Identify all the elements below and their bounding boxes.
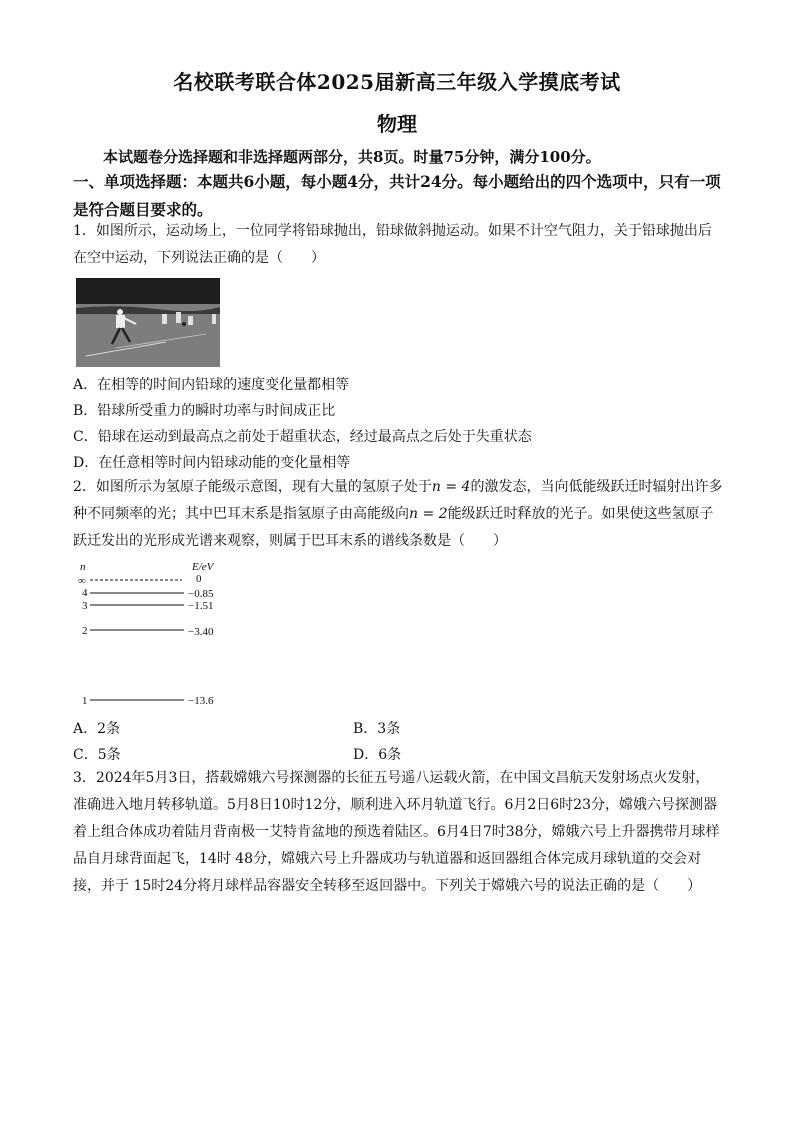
question-3-stem: 3．2024年5月3日，搭载嫦娥六号探测器的长征五号遥八运载火箭，在中国文昌航天发射场点火发射，准确进入地月转移轨道。5月8日10时12分，顺利进入环月轨道飞行。6月2日6时23分，嫦娥六号探测器着上组合体成功着陆月背南极一艾特肯盆地的预选着陆区。6月4日7时38分，嫦娥六号上升器携带月球样品自月球背面起飞，14时 48分，嫦娥六号上升器成功与轨道器和返回器组合体完成月球轨道的交会对接，并于 15时24分将月球样品容器安全转移至返回器中。下列关于嫦娥六号的说法正确的是（ ） (73, 770, 720, 894)
question-2-stem-part-c: 能级跃迁时释放的光子。如果使这些氢原子跃迁发出的光形成光谱来观察，则属于巴耳末系的谱线条数是（ ） (73, 506, 714, 549)
question-2-option-d: D．6条 (353, 747, 402, 763)
question-2-option-c: C．5条 (73, 747, 121, 763)
level-4-n: 4 (82, 587, 88, 599)
question-1-option-a: A．在相等的时间内铅球的速度变化量都相等 (73, 377, 350, 393)
level-2-e: −3.40 (188, 626, 214, 638)
shot-put-photo (76, 278, 220, 367)
level-2-n: 2 (82, 625, 88, 637)
level-inf-e: 0 (196, 573, 202, 585)
question-2-stem-part-a: 2．如图所示为氢原子能级示意图，现有大量的氢原子处于 (73, 479, 432, 495)
question-2-stem-part-b: 的激发态，当向低能级跃迁时辐射出许多种不同频率的光；其中巴耳末系是指氢原子由高能级向 (73, 479, 723, 522)
level-1-e: −13.6 (188, 695, 214, 707)
exam-title: 名校联考联合体2025届新高三年级入学摸底考试 (173, 70, 621, 94)
hydrogen-energy-level-diagram (74, 558, 254, 714)
diagram-n-label: n (80, 561, 86, 573)
question-1-option-c: C．铅球在运动到最高点之前处于超重状态，经过最高点之后处于失重状态 (73, 429, 532, 445)
question-1-option-b: B．铅球所受重力的瞬时功率与时间成正比 (73, 403, 336, 419)
question-2-option-b: B．3条 (353, 721, 401, 737)
question-2-stem (73, 474, 723, 555)
level-inf-n: ∞ (78, 575, 86, 587)
level-3-n: 3 (82, 600, 88, 612)
question-2-option-a: A．2条 (73, 721, 121, 737)
question-2-n4: n = 4 (431, 479, 471, 495)
level-3-e: −1.51 (188, 600, 214, 612)
level-1-n: 1 (82, 695, 88, 707)
question-1-stem: 1．如图所示，运动场上，一位同学将铅球抛出，铅球做斜抛运动。如果不计空气阻力，关于铅球抛出后在空中运动，下列说法正确的是（ ） (73, 223, 712, 266)
section-one-heading: 一、单项选择题：本题共6小题，每小题4分，共计24分。每小题给出的四个选项中，只有一项是符合题目要求的。 (73, 172, 721, 219)
shot-put-photo-scene (76, 278, 220, 367)
exam-intro: 本试题卷分选择题和非选择题两部分，共8页。时量75分钟，满分100分。 (103, 148, 601, 166)
subject-title: 物理 (377, 112, 417, 136)
question-1-option-d: D．在任意相等时间内铅球动能的变化量相等 (73, 455, 351, 471)
question-2-n2: n = 2 (409, 506, 448, 522)
diagram-energy-label: E/eV (192, 561, 214, 573)
level-4-e: −0.85 (188, 588, 214, 600)
